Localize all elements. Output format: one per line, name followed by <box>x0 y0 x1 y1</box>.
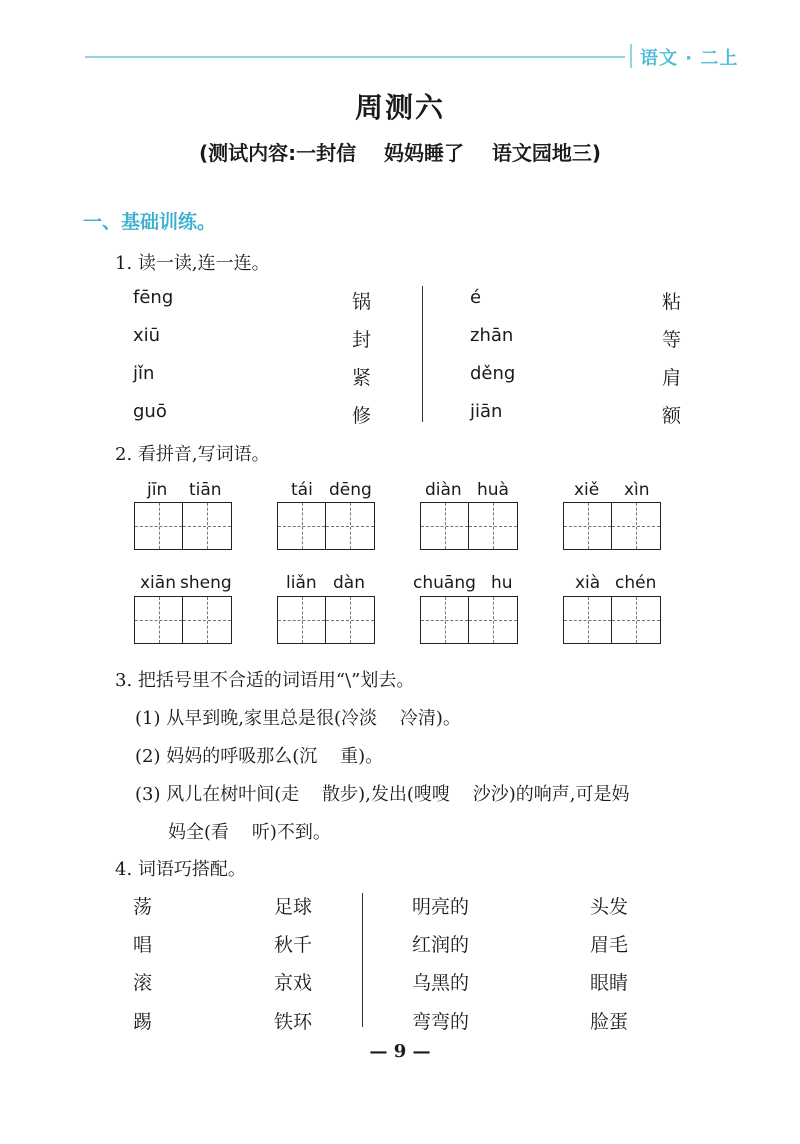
q2-pinyin: sheng <box>180 573 232 593</box>
q3-item-1: (1) 从早到晚,家里总是很(冷淡 冷清)。 <box>135 708 461 729</box>
q3-item-2: (2) 妈妈的呼吸那么(沉 重)。 <box>135 746 384 767</box>
q1-right-pinyin: é <box>470 287 482 308</box>
question-3-prompt: 3. 把括号里不合适的词语用“\”划去。 <box>115 670 415 691</box>
q3-item-3: (3) 风儿在树叶间(走 散步),发出(嗖嗖 沙沙)的响声,可是妈 <box>135 784 630 805</box>
q4-object: 秋千 <box>274 934 313 956</box>
q1-right-pinyin: jiān <box>470 401 503 422</box>
q2-writing-grid[interactable] <box>420 596 518 644</box>
q1-left-hanzi: 封 <box>352 329 372 351</box>
q4-adjective: 弯弯的 <box>412 1011 470 1033</box>
q2-pinyin: liǎn <box>286 573 317 593</box>
q4-adjective: 明亮的 <box>412 896 470 918</box>
q4-adjective: 红润的 <box>412 934 470 956</box>
q1-left-pinyin: jǐn <box>133 363 155 384</box>
q1-right-hanzi: 等 <box>662 329 682 351</box>
q2-pinyin: diàn <box>425 480 462 500</box>
q2-pinyin: dēng <box>329 480 372 500</box>
q4-verb: 踢 <box>133 1011 153 1033</box>
q1-left-pinyin: fēng <box>133 287 174 308</box>
q2-pinyin: tiān <box>189 480 222 500</box>
q2-pinyin: xiě <box>574 480 600 500</box>
q2-writing-grid[interactable] <box>134 502 232 550</box>
q2-writing-grid[interactable] <box>420 502 518 550</box>
q2-pinyin: huà <box>477 480 509 500</box>
q2-writing-grid[interactable] <box>563 502 661 550</box>
q4-object: 足球 <box>274 896 313 918</box>
q2-pinyin: chén <box>615 573 657 593</box>
subject-grade-tag: 语文 · 二上 <box>640 48 739 69</box>
q1-left-pinyin: xiū <box>133 325 161 346</box>
q1-right-hanzi: 肩 <box>662 367 682 389</box>
page-title: 周测六 <box>354 91 445 124</box>
q4-object: 铁环 <box>274 1011 313 1033</box>
section-heading-basic: 一、基础训练。 <box>83 211 217 233</box>
q2-writing-grid[interactable] <box>277 596 375 644</box>
q2-writing-grid[interactable] <box>277 502 375 550</box>
q1-left-pinyin: guō <box>133 401 167 422</box>
q2-writing-grid[interactable] <box>563 596 661 644</box>
header-rule <box>85 56 625 58</box>
q3-item-3-continued: 妈全(看 听)不到。 <box>168 822 331 843</box>
q1-left-hanzi: 紧 <box>352 367 372 389</box>
q2-pinyin: dàn <box>333 573 365 593</box>
q4-noun: 头发 <box>590 896 629 918</box>
q2-pinyin: xìn <box>624 480 650 500</box>
question-4-prompt: 4. 词语巧搭配。 <box>115 859 246 880</box>
q2-pinyin: xià <box>575 573 601 593</box>
page-number: — 9 — <box>369 1041 431 1062</box>
q4-adjective: 乌黑的 <box>412 972 470 994</box>
q4-divider <box>362 893 363 1027</box>
q4-noun: 眼睛 <box>590 972 629 994</box>
q1-left-hanzi: 锅 <box>352 291 372 313</box>
q2-pinyin: chuāng <box>413 573 476 593</box>
q4-verb: 滚 <box>133 972 153 994</box>
q1-right-hanzi: 额 <box>662 405 682 427</box>
q4-verb: 唱 <box>133 934 153 956</box>
test-content-subtitle: (测试内容:一封信 妈妈睡了 语文园地三) <box>199 141 601 165</box>
q1-right-pinyin: děng <box>470 363 516 384</box>
q4-verb: 荡 <box>133 896 153 918</box>
q2-pinyin: tái <box>291 480 313 500</box>
q4-object: 京戏 <box>274 972 313 994</box>
q2-writing-grid[interactable] <box>134 596 232 644</box>
q4-noun: 脸蛋 <box>590 1011 629 1033</box>
question-1-prompt: 1. 读一读,连一连。 <box>115 253 270 274</box>
q1-right-hanzi: 粘 <box>662 291 682 313</box>
question-2-prompt: 2. 看拼音,写词语。 <box>115 444 270 465</box>
q2-pinyin: jīn <box>147 480 168 500</box>
q4-noun: 眉毛 <box>590 934 629 956</box>
q2-pinyin: xiān <box>140 573 176 593</box>
q1-right-pinyin: zhān <box>470 325 514 346</box>
q1-left-hanzi: 修 <box>352 405 372 427</box>
q2-pinyin: hu <box>491 573 513 593</box>
q1-divider <box>422 286 423 422</box>
header-separator <box>630 44 632 68</box>
